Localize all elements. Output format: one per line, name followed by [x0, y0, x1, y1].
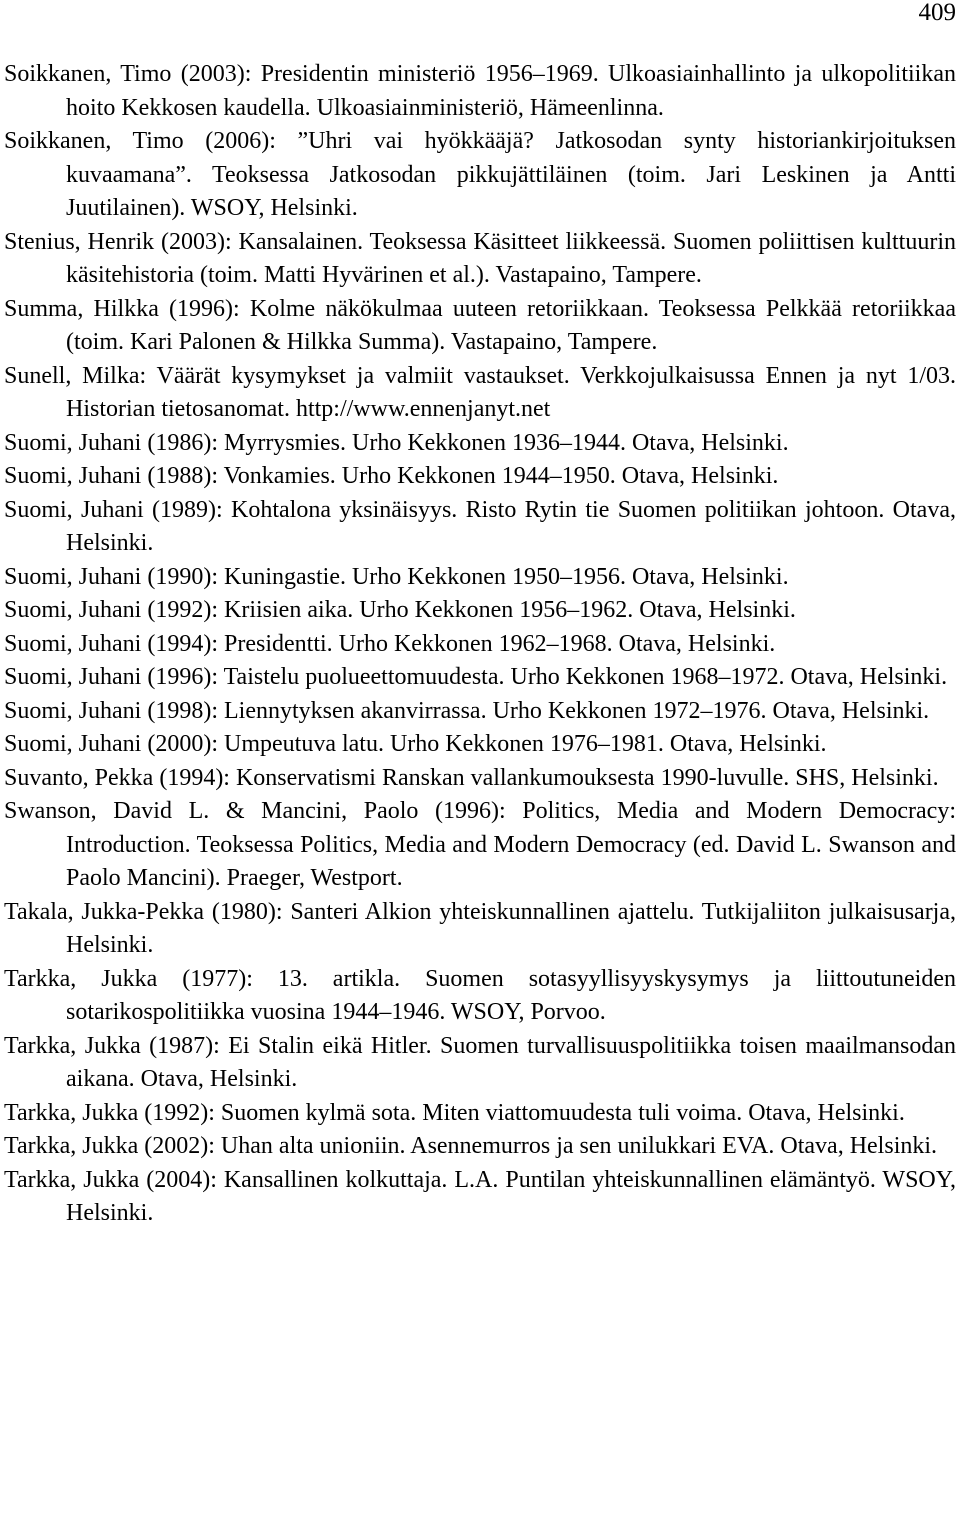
reference-entry: Tarkka, Jukka (2002): Uhan alta unioniin. Asennemurros ja sen unilukkari EVA. Otava, Helsinki.: [4, 1133, 938, 1159]
reference-entry: Suvanto, Pekka (1994): Konservatismi Ranskan vallankumouksesta 1990-luvulle. SHS, Helsinki.: [4, 764, 939, 791]
reference-entry: Tarkka, Jukka (1977): 13. artikla. Suomen sotasyyllisyyskysymys ja liittoutuneiden sotarikospolitiikka vuosina 1944–1946. WSOY, Porvoo.: [4, 965, 956, 1025]
reference-entry: Suomi, Juhani (1994): Presidentti. Urho Kekkonen 1962–1968. Otava, Helsinki.: [4, 630, 776, 657]
reference-entry: Suomi, Juhani (1988): Vonkamies. Urho Kekkonen 1944–1950. Otava, Helsinki.: [4, 463, 779, 489]
reference-entry: Suomi, Juhani (2000): Umpeutuva latu. Urho Kekkonen 1976–1981. Otava, Helsinki.: [4, 731, 827, 757]
reference-entry: Takala, Jukka-Pekka (1980): Santeri Alkion yhteiskunnallinen ajattelu. Tutkijaliiton julkaisusarja, Helsinki.: [4, 898, 956, 958]
reference-entry: Tarkka, Jukka (2004): Kansallinen kolkuttaja. L.A. Puntilan yhteiskunnallinen elämäntyö. WSOY, Helsinki.: [4, 1166, 956, 1226]
reference-entry: Suomi, Juhani (1989): Kohtalona yksinäisyys. Risto Rytin tie Suomen politiikan johtoon. Otava, Helsinki.: [4, 496, 956, 556]
reference-entry: Suomi, Juhani (1992): Kriisien aika. Urho Kekkonen 1956–1962. Otava, Helsinki.: [4, 597, 796, 623]
reference-entry: Tarkka, Jukka (1987): Ei Stalin eikä Hitler. Suomen turvallisuuspolitiikka toisen maailmansodan aikana. Otava, Helsinki.: [4, 1032, 956, 1092]
reference-entry: Suomi, Juhani (1996): Taistelu puolueettomuudesta. Urho Kekkonen 1968–1972. Otava, Helsinki.: [4, 664, 948, 690]
reference-entry: Swanson, David L. & Mancini, Paolo (1996): Politics, Media and Modern Democracy: Introduction. Teoksessa Politics, Media and Modern Democracy (ed. David L. Swanson and Paolo Mancini). Praeger, Westport.: [4, 798, 956, 891]
page-number: 409: [918, 0, 956, 26]
reference-entry: Suomi, Juhani (1986): Myrrysmies. Urho Kekkonen 1936–1944. Otava, Helsinki.: [4, 429, 789, 456]
reference-entry: Sunell, Milka: Väärät kysymykset ja valmiit vastaukset. Verkkojulkaisussa Ennen ja nyt 1/03. Historian tietosanomat. http://www.ennenjanyt.net: [4, 362, 956, 422]
reference-entry: Suomi, Juhani (1990): Kuningastie. Urho Kekkonen 1950–1956. Otava, Helsinki.: [4, 563, 789, 590]
reference-entry: Suomi, Juhani (1998): Liennytyksen akanvirrassa. Urho Kekkonen 1972–1976. Otava, Helsinki.: [4, 697, 930, 724]
reference-entry: Soikkanen, Timo (2003): Presidentin ministeriö 1956–1969. Ulkoasiainhallinto ja ulkopolitiikan hoito Kekkosen kaudella. Ulkoasiainministeriö, Hämeenlinna.: [4, 61, 956, 121]
reference-entry: Stenius, Henrik (2003): Kansalainen. Teoksessa Käsitteet liikkeessä. Suomen poliittisen kulttuurin käsitehistoria (toim. Matti Hyvärinen et al.). Vastapaino, Tampere.: [4, 228, 956, 288]
reference-list: [4, 58, 956, 1231]
reference-entry: Summa, Hilkka (1996): Kolme näkökulmaa uuteen retoriikkaan. Teoksessa Pelkkää retoriikkaa (toim. Kari Palonen & Hilkka Summa). Vastapaino, Tampere.: [4, 295, 956, 355]
reference-entry: Soikkanen, Timo (2006): ”Uhri vai hyökkääjä? Jatkosodan synty historiankirjoituksen kuvaamana”. Teoksessa Jatkosodan pikkujättiläinen (toim. Jari Leskinen ja Antti Juutilainen). WSOY, Helsinki.: [4, 128, 956, 221]
reference-entry: Tarkka, Jukka (1992): Suomen kylmä sota. Miten viattomuudesta tuli voima. Otava, Helsinki.: [4, 1099, 905, 1126]
